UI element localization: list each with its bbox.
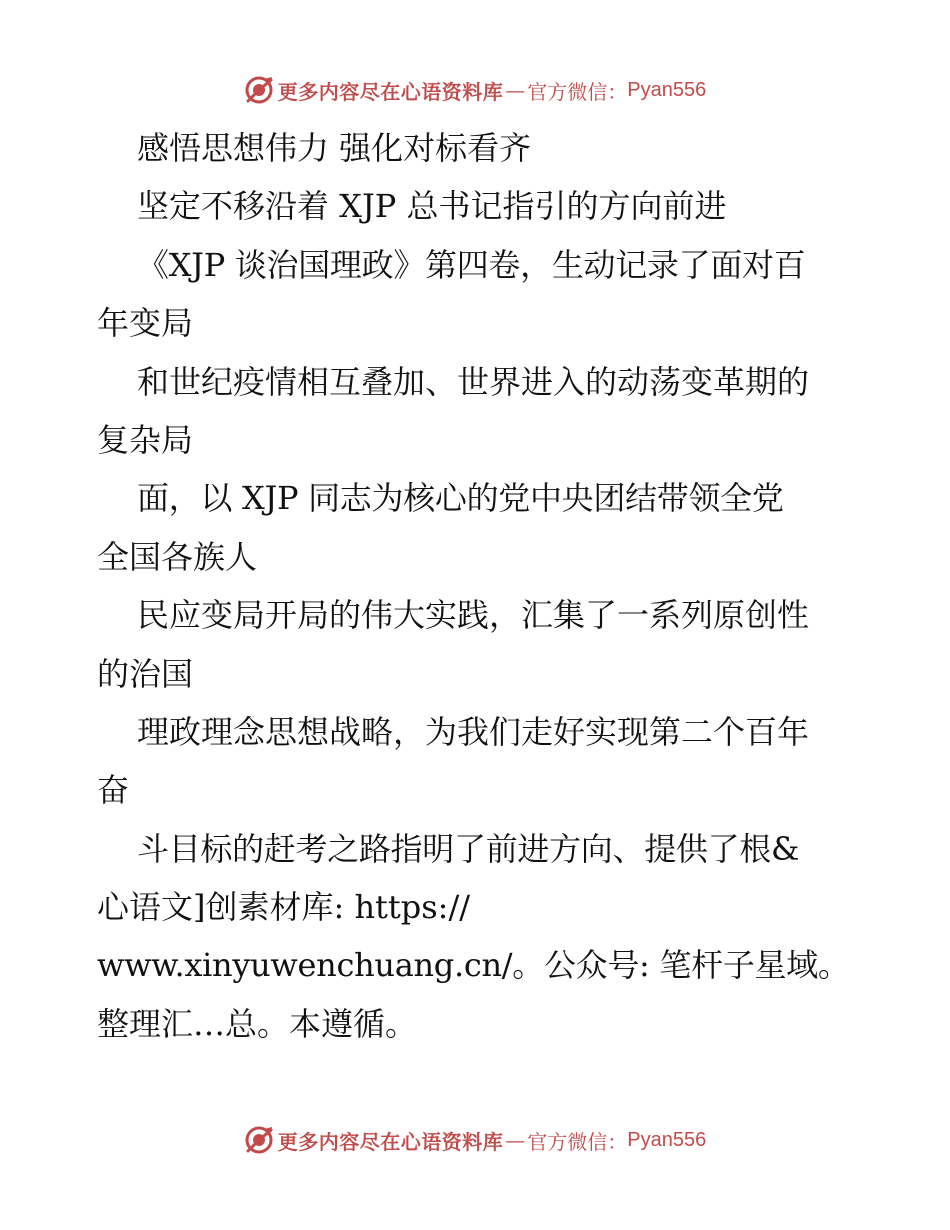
body-line: 《XJP 谈治国理政》第四卷，生动记录了面对百 xyxy=(137,245,806,284)
header-banner xyxy=(0,70,950,110)
header-dash: — xyxy=(505,78,526,102)
header-brand-text: 更多内容尽在心语资料库 xyxy=(277,79,504,104)
body-line: 复杂局 xyxy=(97,420,194,459)
body-line: www.xinyuwenchuang.cn/。公众号: 笔杆子星域。 xyxy=(97,946,850,985)
header-wechat-label: 官方微信： xyxy=(527,79,628,104)
body-line: 斗目标的赶考之路指明了前进方向、提供了根& xyxy=(137,829,800,868)
body-line: 理政理念思想战略，为我们走好实现第二个百年 xyxy=(137,712,810,751)
body-line: 和世纪疫情相互叠加、世界进入的动荡变革期的 xyxy=(137,362,810,401)
footer-banner xyxy=(0,1120,950,1160)
body-line-title: 感悟思想伟力 强化对标看齐 xyxy=(137,129,532,167)
footer-brand-text: 更多内容尽在心语资料库 xyxy=(277,1129,504,1154)
document-body xyxy=(97,119,877,1053)
pen-logo-icon xyxy=(244,1125,274,1155)
body-line: 年变局 xyxy=(97,304,194,343)
body-line: 心语文]创素材库: https:// xyxy=(97,888,471,927)
footer-wechat-label: 官方微信： xyxy=(527,1129,628,1154)
body-line: 的治国 xyxy=(97,654,194,693)
footer-wechat-id: Pyan556 xyxy=(627,1128,707,1151)
body-line: 奋 xyxy=(97,771,130,810)
body-line-subtitle: 坚定不移沿着 XJP 总书记指引的方向前进 xyxy=(137,187,727,226)
pen-logo-icon xyxy=(244,75,274,105)
footer-dash: — xyxy=(505,1128,526,1152)
body-line: 全国各族人 xyxy=(97,537,258,576)
body-line: 整理汇…总。本遵循。 xyxy=(97,1004,418,1043)
header-wechat-id: Pyan556 xyxy=(627,78,707,101)
body-line: 民应变局开局的伟大实践，汇集了一系列原创性 xyxy=(137,596,810,635)
body-line: 面，以 XJP 同志为核心的党中央团结带领全党 xyxy=(137,479,784,518)
